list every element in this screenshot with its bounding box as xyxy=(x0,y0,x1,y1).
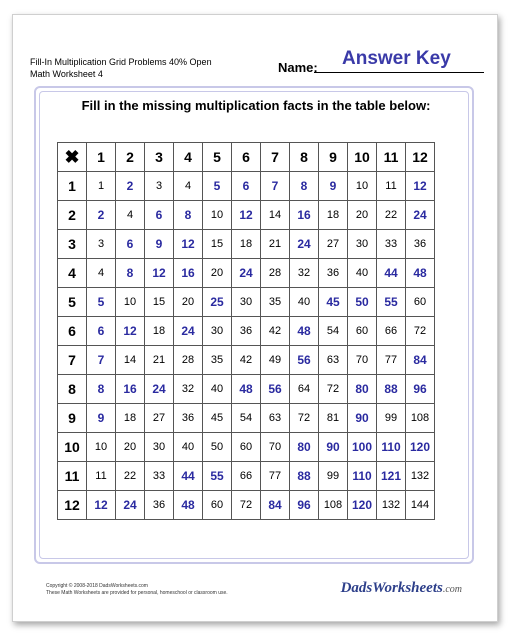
answer-cell: 48 xyxy=(406,259,435,288)
given-cell: 33 xyxy=(145,462,174,491)
answer-cell: 12 xyxy=(145,259,174,288)
given-cell: 77 xyxy=(377,346,406,375)
name-line xyxy=(314,72,484,73)
answer-cell: 55 xyxy=(377,288,406,317)
given-cell: 20 xyxy=(203,259,232,288)
answer-cell: 84 xyxy=(261,491,290,520)
given-cell: 10 xyxy=(116,288,145,317)
answer-cell: 50 xyxy=(348,288,377,317)
given-cell: 10 xyxy=(348,172,377,201)
answer-key-label: Answer Key xyxy=(342,48,451,69)
answer-cell: 12 xyxy=(87,491,116,520)
table-row xyxy=(58,172,435,201)
column-header: 12 xyxy=(406,143,435,172)
given-cell: 108 xyxy=(319,491,348,520)
given-cell: 11 xyxy=(87,462,116,491)
given-cell: 18 xyxy=(319,201,348,230)
given-cell: 132 xyxy=(406,462,435,491)
answer-cell: 24 xyxy=(174,317,203,346)
given-cell: 40 xyxy=(290,288,319,317)
title-line-2: Math Worksheet 4 xyxy=(30,69,103,79)
row-header: 5 xyxy=(58,288,87,317)
answer-cell: 44 xyxy=(377,259,406,288)
given-cell: 14 xyxy=(261,201,290,230)
given-cell: 15 xyxy=(203,230,232,259)
instructions: Fill in the missing multiplication facts in the table below: xyxy=(81,98,431,113)
given-cell: 21 xyxy=(145,346,174,375)
answer-cell: 16 xyxy=(174,259,203,288)
usage-text: These Math Worksheets are provided for personal, homeschool or classroom use. xyxy=(46,590,228,596)
column-header: 7 xyxy=(261,143,290,172)
given-cell: 22 xyxy=(116,462,145,491)
given-cell: 63 xyxy=(261,404,290,433)
given-cell: 40 xyxy=(203,375,232,404)
given-cell: 30 xyxy=(145,433,174,462)
given-cell: 49 xyxy=(261,346,290,375)
table-row xyxy=(58,433,435,462)
given-cell: 33 xyxy=(377,230,406,259)
given-cell: 77 xyxy=(261,462,290,491)
given-cell: 81 xyxy=(319,404,348,433)
answer-cell: 44 xyxy=(174,462,203,491)
answer-cell: 25 xyxy=(203,288,232,317)
given-cell: 4 xyxy=(116,201,145,230)
given-cell: 15 xyxy=(145,288,174,317)
given-cell: 28 xyxy=(174,346,203,375)
title-line-1: Fill-In Multiplication Grid Problems 40% Open xyxy=(30,57,212,67)
given-cell: 99 xyxy=(377,404,406,433)
answer-cell: 5 xyxy=(87,288,116,317)
answer-cell: 24 xyxy=(145,375,174,404)
answer-cell: 12 xyxy=(406,172,435,201)
answer-cell: 5 xyxy=(203,172,232,201)
answer-cell: 24 xyxy=(232,259,261,288)
answer-cell: 8 xyxy=(116,259,145,288)
column-header: 4 xyxy=(174,143,203,172)
table-row xyxy=(58,230,435,259)
column-header: 10 xyxy=(348,143,377,172)
answer-cell: 88 xyxy=(377,375,406,404)
column-header: 6 xyxy=(232,143,261,172)
given-cell: 60 xyxy=(406,288,435,317)
given-cell: 42 xyxy=(232,346,261,375)
answer-cell: 9 xyxy=(87,404,116,433)
given-cell: 14 xyxy=(116,346,145,375)
answer-cell: 90 xyxy=(348,404,377,433)
table-row xyxy=(58,259,435,288)
given-cell: 60 xyxy=(348,317,377,346)
row-header: 9 xyxy=(58,404,87,433)
row-header: 2 xyxy=(58,201,87,230)
given-cell: 50 xyxy=(203,433,232,462)
table-row xyxy=(58,346,435,375)
answer-cell: 120 xyxy=(406,433,435,462)
answer-cell: 56 xyxy=(261,375,290,404)
grid-body xyxy=(58,143,435,520)
answer-cell: 2 xyxy=(87,201,116,230)
column-header: 3 xyxy=(145,143,174,172)
answer-cell: 7 xyxy=(261,172,290,201)
given-cell: 40 xyxy=(174,433,203,462)
given-cell: 20 xyxy=(174,288,203,317)
row-header: 8 xyxy=(58,375,87,404)
row-header: 3 xyxy=(58,230,87,259)
answer-cell: 120 xyxy=(348,491,377,520)
column-header: 11 xyxy=(377,143,406,172)
logo-text: DadsWorksheets xyxy=(340,580,443,596)
given-cell: 60 xyxy=(203,491,232,520)
given-cell: 144 xyxy=(406,491,435,520)
column-header: 9 xyxy=(319,143,348,172)
row-header: 6 xyxy=(58,317,87,346)
answer-cell: 84 xyxy=(406,346,435,375)
given-cell: 27 xyxy=(319,230,348,259)
given-cell: 99 xyxy=(319,462,348,491)
given-cell: 70 xyxy=(261,433,290,462)
given-cell: 11 xyxy=(377,172,406,201)
copyright-text: Copyright © 2008-2018 DadsWorksheets.com xyxy=(46,583,148,589)
given-cell: 63 xyxy=(319,346,348,375)
answer-cell: 24 xyxy=(406,201,435,230)
row-header: 11 xyxy=(58,462,87,491)
answer-cell: 45 xyxy=(319,288,348,317)
answer-cell: 8 xyxy=(174,201,203,230)
multiplication-grid xyxy=(57,142,435,520)
answer-cell: 80 xyxy=(290,433,319,462)
given-cell: 66 xyxy=(377,317,406,346)
answer-cell: 16 xyxy=(116,375,145,404)
answer-cell: 2 xyxy=(116,172,145,201)
answer-cell: 6 xyxy=(87,317,116,346)
given-cell: 20 xyxy=(348,201,377,230)
table-row xyxy=(58,404,435,433)
given-cell: 30 xyxy=(348,230,377,259)
answer-cell: 7 xyxy=(87,346,116,375)
answer-cell: 90 xyxy=(319,433,348,462)
answer-cell: 96 xyxy=(290,491,319,520)
given-cell: 60 xyxy=(232,433,261,462)
given-cell: 32 xyxy=(174,375,203,404)
table-row xyxy=(58,201,435,230)
answer-cell: 48 xyxy=(232,375,261,404)
given-cell: 64 xyxy=(290,375,319,404)
answer-cell: 100 xyxy=(348,433,377,462)
answer-cell: 9 xyxy=(145,230,174,259)
given-cell: 18 xyxy=(145,317,174,346)
answer-cell: 8 xyxy=(87,375,116,404)
answer-cell: 24 xyxy=(116,491,145,520)
answer-cell: 56 xyxy=(290,346,319,375)
given-cell: 72 xyxy=(232,491,261,520)
answer-cell: 12 xyxy=(116,317,145,346)
answer-cell: 121 xyxy=(377,462,406,491)
site-logo xyxy=(341,580,462,597)
table-row xyxy=(58,317,435,346)
answer-cell: 48 xyxy=(174,491,203,520)
answer-cell: 6 xyxy=(116,230,145,259)
given-cell: 30 xyxy=(203,317,232,346)
given-cell: 72 xyxy=(319,375,348,404)
answer-cell: 88 xyxy=(290,462,319,491)
given-cell: 1 xyxy=(87,172,116,201)
logo-suffix: .com xyxy=(442,584,462,595)
given-cell: 35 xyxy=(261,288,290,317)
answer-cell: 55 xyxy=(203,462,232,491)
answer-cell: 16 xyxy=(290,201,319,230)
given-cell: 54 xyxy=(232,404,261,433)
given-cell: 108 xyxy=(406,404,435,433)
given-cell: 36 xyxy=(319,259,348,288)
given-cell: 40 xyxy=(348,259,377,288)
column-header: 2 xyxy=(116,143,145,172)
footer xyxy=(46,583,228,597)
answer-cell: 12 xyxy=(174,230,203,259)
given-cell: 28 xyxy=(261,259,290,288)
given-cell: 72 xyxy=(290,404,319,433)
given-cell: 3 xyxy=(87,230,116,259)
given-cell: 18 xyxy=(232,230,261,259)
given-cell: 4 xyxy=(87,259,116,288)
row-header: 10 xyxy=(58,433,87,462)
given-cell: 22 xyxy=(377,201,406,230)
answer-cell: 96 xyxy=(406,375,435,404)
row-header: 12 xyxy=(58,491,87,520)
multiply-icon: ✖ xyxy=(58,143,87,172)
grid-header-row xyxy=(58,143,435,172)
column-header: 1 xyxy=(87,143,116,172)
given-cell: 32 xyxy=(290,259,319,288)
given-cell: 20 xyxy=(116,433,145,462)
given-cell: 10 xyxy=(87,433,116,462)
answer-cell: 24 xyxy=(290,230,319,259)
given-cell: 72 xyxy=(406,317,435,346)
given-cell: 35 xyxy=(203,346,232,375)
given-cell: 30 xyxy=(232,288,261,317)
answer-cell: 110 xyxy=(348,462,377,491)
column-header: 5 xyxy=(203,143,232,172)
column-header: 8 xyxy=(290,143,319,172)
answer-cell: 12 xyxy=(232,201,261,230)
given-cell: 132 xyxy=(377,491,406,520)
name-label: Name: xyxy=(278,60,318,75)
given-cell: 3 xyxy=(145,172,174,201)
worksheet-title xyxy=(30,56,250,80)
table-row xyxy=(58,462,435,491)
given-cell: 36 xyxy=(406,230,435,259)
row-header: 4 xyxy=(58,259,87,288)
given-cell: 21 xyxy=(261,230,290,259)
answer-cell: 9 xyxy=(319,172,348,201)
answer-cell: 8 xyxy=(290,172,319,201)
given-cell: 18 xyxy=(116,404,145,433)
answer-cell: 110 xyxy=(377,433,406,462)
given-cell: 27 xyxy=(145,404,174,433)
given-cell: 54 xyxy=(319,317,348,346)
given-cell: 10 xyxy=(203,201,232,230)
answer-cell: 80 xyxy=(348,375,377,404)
table-row xyxy=(58,288,435,317)
table-row xyxy=(58,491,435,520)
answer-cell: 48 xyxy=(290,317,319,346)
name-field xyxy=(278,48,488,76)
given-cell: 4 xyxy=(174,172,203,201)
given-cell: 36 xyxy=(174,404,203,433)
row-header: 7 xyxy=(58,346,87,375)
table-row xyxy=(58,375,435,404)
answer-cell: 6 xyxy=(232,172,261,201)
given-cell: 70 xyxy=(348,346,377,375)
given-cell: 36 xyxy=(232,317,261,346)
given-cell: 66 xyxy=(232,462,261,491)
answer-cell: 6 xyxy=(145,201,174,230)
given-cell: 36 xyxy=(145,491,174,520)
given-cell: 45 xyxy=(203,404,232,433)
given-cell: 42 xyxy=(261,317,290,346)
row-header: 1 xyxy=(58,172,87,201)
